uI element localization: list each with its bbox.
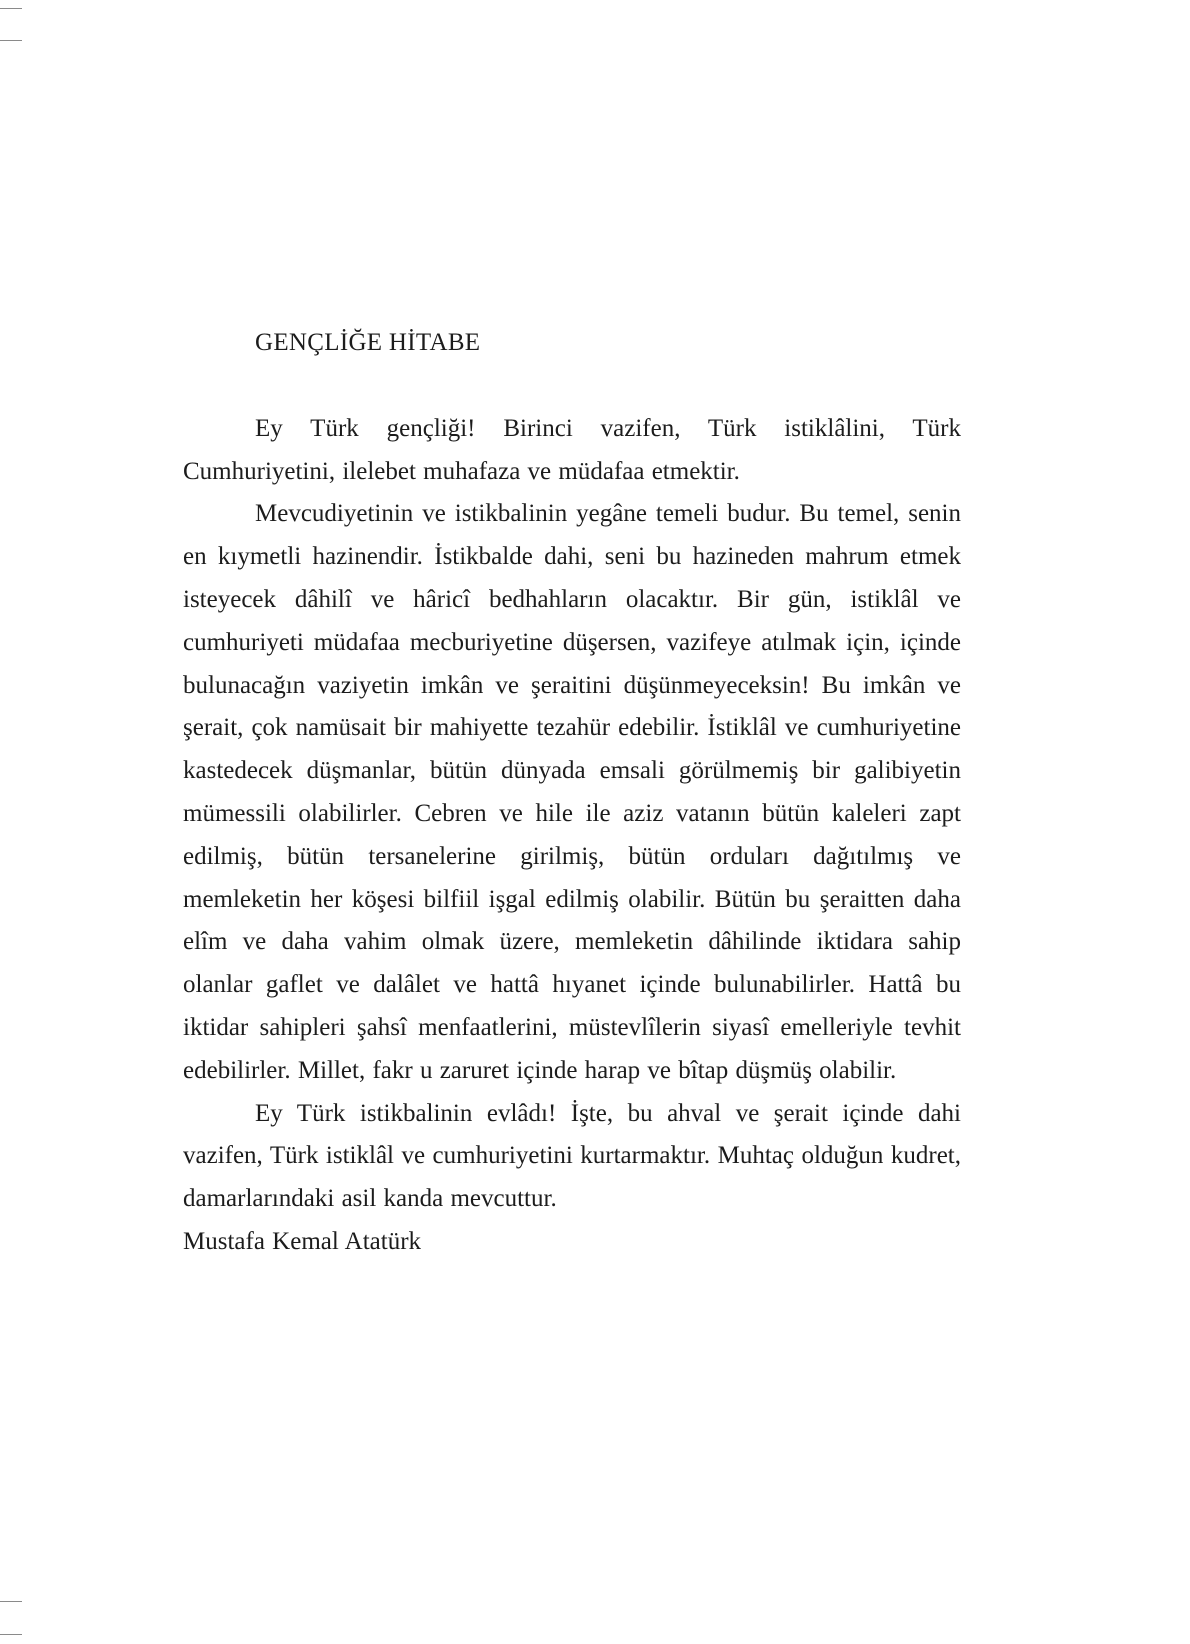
paragraph-2: Mevcudiyetinin ve istikbalinin yegâne temeli budur. Bu temel, senin en kıymetli hazinendir. İstikbalde dahi, seni bu hazineden mahrum etmek isteyecek dâhilî ve hâricî bedhahların olacaktır. Bir gün, istiklâl ve cumhuriyeti müdafaa mecburiyetine düşersen, vazifeye atılmak için, içinde bulunacağın vaziyetin imkân ve şeraitini düşünmeyeceksin! Bu imkân ve şerait, çok namüsait bir mahiyette tezahür edebilir. İstiklâl ve cumhuriyetine kastedecek düşmanlar, bütün dünyada emsali görülmemiş bir galibiyetin mümessili olabilirler. Cebren ve hile ile aziz vatanın bütün kaleleri zapt edilmiş, bütün tersanelerine girilmiş, bütün orduları dağıtılmış ve memleketin her köşesi bilfiil işgal edilmiş olabilir. Bütün bu şeraitten daha elîm ve daha vahim olmak üzere, memleketin dâhilinde iktidara sahip olanlar gaflet ve dalâlet ve hattâ hıyanet içinde bulunabilirler. Hattâ bu iktidar sahipleri şahsî menfaatlerini, müstevlîlerin siyasî emelleriyle tevhit edebilirler. Millet, fakr u zaruret içinde harap ve bîtap düşmüş olabilir. (183, 500, 961, 1084)
paragraph-3: Ey Türk istikbalinin evlâdı! İşte, bu ahval ve şerait içinde dahi vazifen, Türk istiklâl ve cumhuriyetini kurtarmaktır. Muhtaç olduğun kudret, damarlarındaki asil kanda mevcuttur. (183, 1099, 961, 1213)
crop-mark-bottom-left-lower (0, 1634, 22, 1635)
crop-mark-bottom-left-upper (0, 1601, 22, 1602)
page-title: GENÇLİĞE HİTABE (255, 329, 481, 356)
document-body (183, 322, 961, 1264)
crop-mark-top-left-lower (0, 40, 22, 41)
signature: Mustafa Kemal Atatürk (183, 1227, 422, 1255)
paragraph-1: Ey Türk gençliği! Birinci vazifen, Türk istiklâlini, Türk Cumhuriyetini, ilelebet muhafaza ve müdafaa etmektir. (183, 414, 961, 485)
crop-mark-top-left-upper (0, 8, 22, 9)
